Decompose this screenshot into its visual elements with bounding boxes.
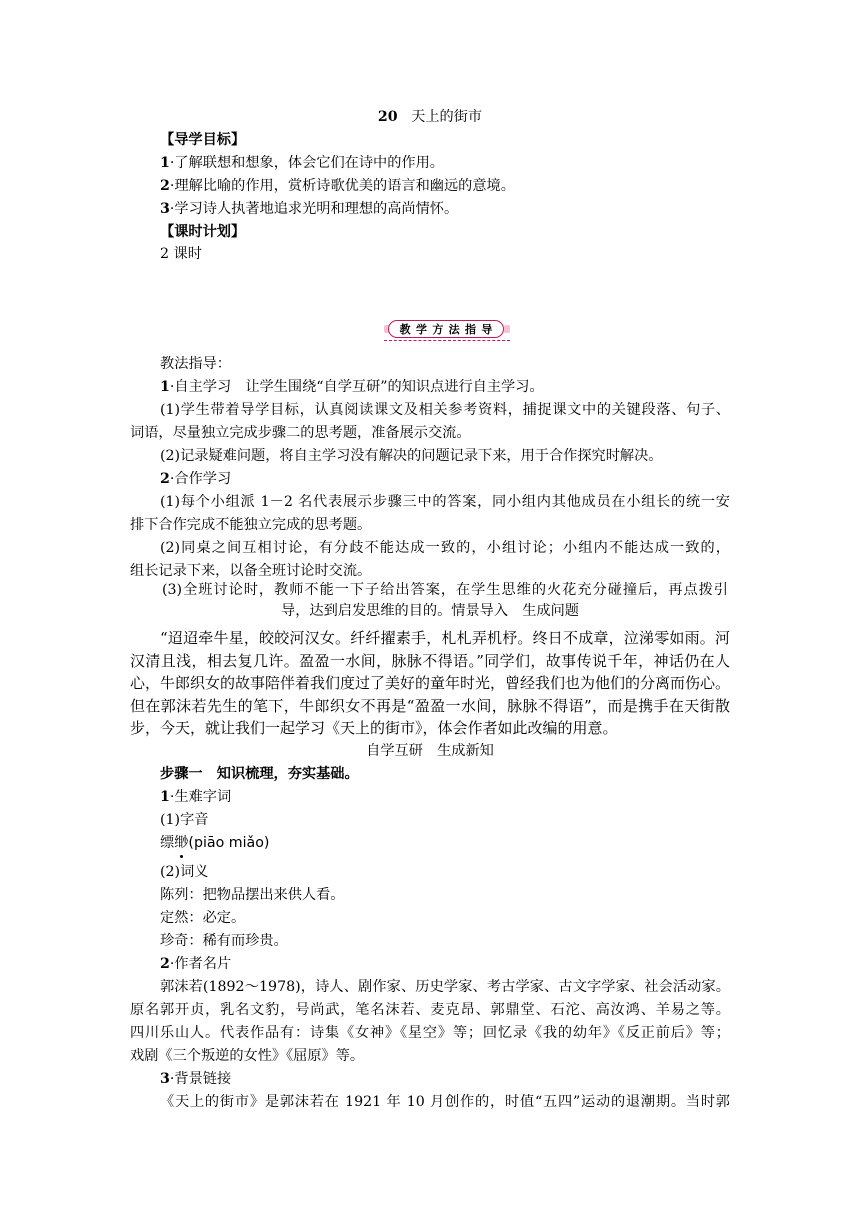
meaning-label: (2)词义 (160, 864, 209, 880)
lesson-title (0, 107, 860, 127)
method-1b: (2)记录疑难问题，将自主学习没有解决的问题记录下来，用于合作探究时解决。 (160, 448, 663, 464)
plan-text: 2 课时 (160, 246, 202, 262)
author-line2: 原名郭开贞，乳名文豹，号尚武，笔名沫若、麦克昂、郭鼎堂、石沱、高汝鸿、羊易之等。 (130, 1002, 730, 1018)
banner-dashed-line (384, 340, 510, 341)
method-1a-line2: 词语，尽量独立完成步骤二的思考题，准备展示交流。 (130, 425, 471, 441)
intro-para-line5: 步，今天，就让我们一起学习《天上的街市》，体会作者如此改编的用意。 (130, 719, 618, 737)
plan-heading: 【课时计划】 (160, 224, 246, 240)
lesson-number: 20 (377, 109, 398, 125)
section-title: 自学互研 生成新知 (366, 743, 494, 759)
pronunciation-label: (1)字音 (160, 812, 209, 828)
step1-item-3: 3·背景链接 (160, 1071, 232, 1087)
method-2c-line2: 导，达到启发思维的目的。情景导入 生成问题 (281, 603, 579, 619)
author-line4: 戏剧《三个叛逆的女性》《屈原》等。 (130, 1048, 365, 1064)
background-line1: 《天上的街市》是郭沫若在 1921 年 10 月创作的，时值“五四”运动的退潮期。当时郭 (160, 1094, 730, 1110)
goal-item-3: 3·学习诗人执著地追求光明和理想的高尚情怀。 (160, 201, 459, 217)
goals-heading: 【导学目标】 (160, 132, 246, 148)
intro-para-line1: “迢迢牵牛星，皎皎河汉女。纤纤擢素手，札札弄机杼。终日不成章，泣涕零如雨。河 (160, 629, 730, 647)
step1-item-1: 1·生难字词 (160, 789, 232, 805)
method-1a-line1: (1)学生带着导学目标，认真阅读课文及相关参考资料，捕捉课文中的关键段落、句子、 (160, 402, 730, 418)
intro-para-line3: 心，牛郎织女的故事陪伴着我们度过了美好的童年时光，曾经我们也为他们的分离而伤心。 (130, 674, 731, 692)
method-2a-line1: (1)每个小组派 1－2 名代表展示步骤三中的答案，同小组内其他成员在小组长的统一安 (160, 494, 730, 510)
intro-para-line4: 但在郭沫若先生的笔下，牛郎织女不再是“盈盈一水间，脉脉不得语”，而是携手在天街散 (130, 697, 730, 715)
method-intro: 教法指导： (160, 356, 231, 372)
pronunciation-entry: 缥缈(piāo miǎo) (160, 835, 270, 851)
banner-label: 教 学 方 法 指 导 (388, 320, 504, 338)
intro-para-line2: 汉清且浅，相去复几许。盈盈一水间，脉脉不得语。”同学们，故事传说千年，神话仍在人 (130, 652, 730, 670)
meaning-1: 陈列：把物品摆出来供人看。 (160, 887, 345, 903)
method-2a-line2: 排下合作完成不能独立完成的思考题。 (130, 517, 372, 533)
meaning-3: 珍奇：稀有而珍贵。 (160, 933, 288, 949)
method-2b-line1: (2)同桌之间互相讨论，有分歧不能达成一致的，小组讨论；小组内不能达成一致的， (160, 540, 730, 556)
banner-right-ornament (504, 325, 510, 333)
goal-item-1: 1·了解联想和想象，体会它们在诗中的作用。 (160, 155, 444, 171)
author-line1: 郭沫若(1892～1978)，诗人、剧作家、历史学家、考古学家、古文字学家、社会活动家。 (160, 979, 730, 995)
method-2c-line1: (3)全班讨论时，教师不能一下子给出答案，在学生思维的火花充分碰撞后，再点拨引 (162, 582, 728, 598)
lesson-title-text: 天上的街市 (411, 109, 483, 125)
author-line3: 四川乐山人。代表作品有：诗集《女神》《星空》等；回忆录《我的幼年》《反正前后》等； (130, 1025, 730, 1041)
method-point-1: 1·自主学习 让学生围绕“自学互研”的知识点进行自主学习。 (160, 379, 544, 395)
step1-item-2: 2·作者名片 (160, 956, 232, 972)
teaching-method-banner (384, 318, 510, 342)
method-point-2: 2·合作学习 (160, 471, 232, 487)
method-2b-line2: 组长记录下来，以备全班讨论时交流。 (130, 563, 372, 579)
goal-item-2: 2·理解比喻的作用，赏析诗歌优美的语言和幽远的意境。 (160, 178, 515, 194)
step1-heading: 步骤一 知识梳理，夯实基础。 (160, 766, 359, 782)
meaning-2: 定然：必定。 (160, 910, 246, 926)
